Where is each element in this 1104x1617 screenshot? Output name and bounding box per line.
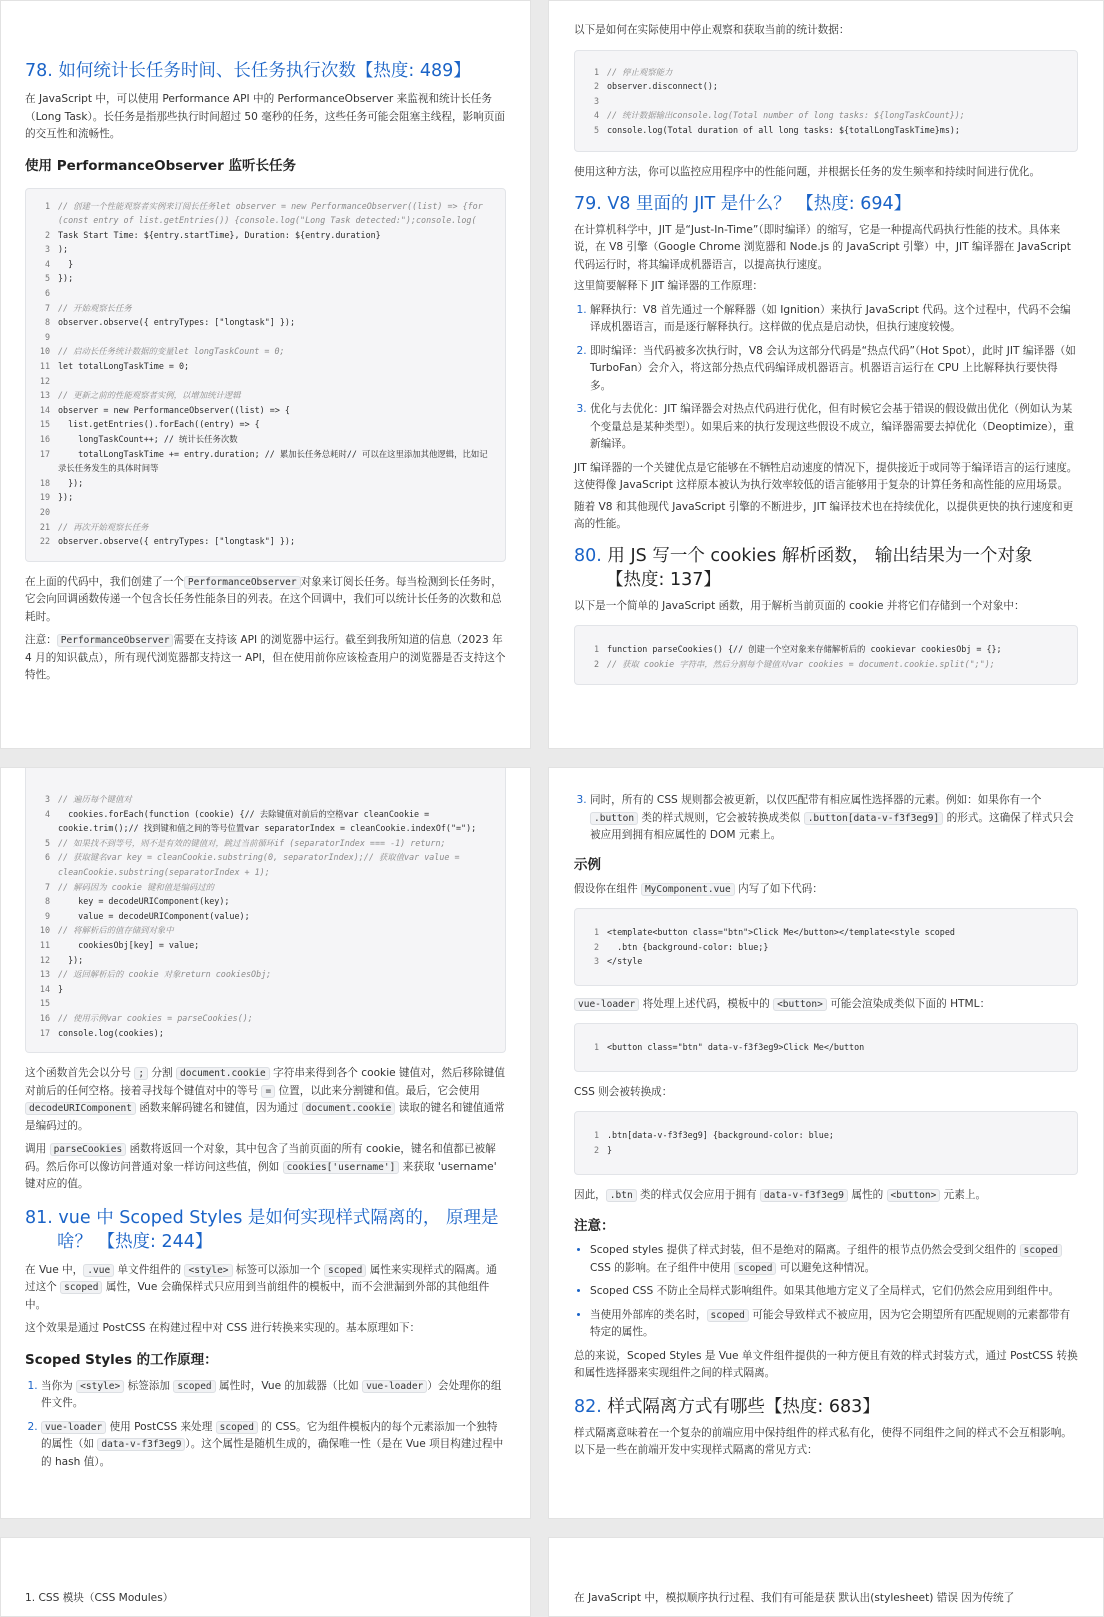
- code-line: 4 // 统计数据输出console.log(Total number of long tasks: ${longTaskCount});: [593, 110, 965, 121]
- paragraph-81-2: 这个效果是通过 PostCSS 在构建过程中对 CSS 进行转换来实现的。基本原理如下：: [25, 1322, 421, 1335]
- code-line: 2 }: [593, 1144, 613, 1155]
- code-block-78: [25, 188, 506, 562]
- code-line: 14 observer = new PerformanceObserver((list) => {: [39, 404, 290, 415]
- code-line: 10 // 将解析后的值存储到对象中: [39, 925, 174, 936]
- code-line: 2 Task Start Time: ${entry.startTime}, Duration: ${entry.duration}: [44, 229, 381, 240]
- note-2: • Scoped CSS 不防止全局样式影响组件。如果其他地方定义了全局样式，它们仍然会应用到组件中。: [590, 1283, 1078, 1301]
- paragraph-79-2: 这里简要解释下 JIT 编译器的工作原理：: [574, 280, 763, 293]
- page-5-left-text: 1. CSS 模块（CSS Modules）: [25, 1592, 174, 1604]
- jit-step-2: 2. 即时编译：当代码被多次执行时，V8 会认为这部分代码是“热点代码”（Hot Spot），此时 JIT 编译器（如 TurboFan）会介入，将这部分热点代码编译成机器语言。机器语言运行在 CPU 上比解释执行要快得多。: [590, 343, 1078, 396]
- paragraph-81-1: 在 Vue 中， .vue 单文件组件的 <style> 标签可以添加一个 scoped 属性来实现样式的隔离。通过这个 scoped 属性，Vue 会确保样式只应用到当前组件的模板中，而不会泄漏到外部的其他组件中。: [25, 1263, 497, 1311]
- subheading-78: 使用 PerformanceObserver 监听长任务: [25, 157, 296, 174]
- code-line: 10 // 启动长任务统计数据的变量let longTaskCount = 0;: [39, 346, 285, 357]
- code-line: 14 }: [39, 983, 64, 994]
- code-block-80-cont: [25, 768, 506, 1053]
- code-line: 7 // 解码因为 cookie 键和值是编码过的: [44, 881, 214, 892]
- paragraph-78-2: 注意： PerformanceObserver 需要在支持该 API 的浏览器中运行。截至到我所知道的信息（2023 年 4 月的知识截点），所有现代浏览器都支持这一 API，但在使用前你应该检查用户的浏览器是否支持这个特性。: [25, 634, 506, 682]
- subheading-81: Scoped Styles 的工作原理：: [25, 1351, 218, 1368]
- subheading-note: 注意：: [574, 1218, 615, 1235]
- code-line: 18 });: [39, 477, 84, 488]
- code-line: 4 }: [44, 258, 74, 269]
- code-line: 9 value = decodeURIComponent(value);: [44, 910, 250, 921]
- heading-79: 79. V8 里面的 JIT 是什么？ 【热度: 694】: [574, 193, 912, 214]
- scoped-step-1: 1. 当你为 <style> 标签添加 scoped 属性时，Vue 的加载器（比如 vue-loader ）会处理你的组件文件。: [41, 1378, 506, 1413]
- page-5-right-text: 在 JavaScript 中，模拟顺序执行过程、我们有可能是获 默认出(stylesheet) 错误 因为传统了: [574, 1592, 1015, 1604]
- code-line: 21 // 再次开始观察长任务: [39, 521, 149, 532]
- code-line: 6 // 获取键名var key = cleanCookie.substring(0, separatorIndex);// 获取值var value = cleanCookie.substring(separatorIndex + 1);: [44, 852, 465, 877]
- code-line: 8 key = decodeURIComponent(key);: [44, 896, 230, 907]
- code-line: 3 </style: [593, 956, 643, 967]
- code-line: 8 observer.observe({ entryTypes: ["longtask"] });: [44, 317, 295, 328]
- code-block-80-start: [574, 625, 1078, 684]
- paragraph-79-4: 随着 V8 和其他现代 JavaScript 引擎的不断进步，JIT 编译技术也在持续优化，以提供更快的执行速度和更高的性能。: [574, 500, 1074, 531]
- paragraph-80-1: 这个函数首先会以分号 ; 分割 document.cookie 字符串来得到各个 cookie 键值对，然后移除键值对前后的任何空格。接着寻找每个键值对中的等号 = 位置，以此来分割键和值。最后，它会使用 decodeURIComponent 函数来解码键名和键值，因为通过 document.cookie 读取的键名和键值通常是编码过的。: [25, 1067, 505, 1132]
- code-line: 19 });: [39, 492, 74, 503]
- notes-list: [574, 1242, 1078, 1342]
- note-3: • 当使用外部库的类名时， scoped 可能会导致样式不被应用，因为它会期望所有匹配规则的元素都带有特定的属性。: [590, 1307, 1078, 1342]
- after-stop: 使用这种方法，你可以监控应用程序中的性能问题，并根据长任务的发生频率和持续时间进行优化。: [574, 166, 1041, 179]
- code-line: 1 <template<button class="btn">Click Me</button></template<style scoped: [593, 927, 955, 937]
- page-1: [0, 0, 531, 749]
- code-line: 22 observer.observe({ entryTypes: ["longtask"] });: [39, 536, 295, 547]
- code-block-css: [574, 1111, 1078, 1174]
- code-line: 12 });: [39, 954, 84, 965]
- code-line: 2 .btn {background-color: blue;}: [593, 941, 769, 952]
- heading-81: 81. vue 中 Scoped Styles 是如何实现样式隔离的， 原理是 啥？ 【热度: 244】: [25, 1207, 499, 1252]
- subheading-example: 示例: [574, 856, 601, 873]
- code-line: 11 let totalLongTaskTime = 0;: [39, 361, 190, 372]
- code-line: 1 .btn[data-v-f3f3eg9] {background-color: blue;: [593, 1130, 834, 1141]
- code-line: 1 function parseCookies() {// 创建一个空对象来存储解析后的 cookievar cookiesObj = {};: [593, 644, 1002, 655]
- code-line: 15: [39, 998, 50, 1009]
- code-line: 17 console.log(cookies);: [39, 1027, 164, 1038]
- heading-80: 80. 用 JS 写一个 cookies 解析函数， 输出结果为一个对象 【热度: 137】: [574, 545, 1033, 590]
- jit-step-1: 1. 解释执行：V8 首先通过一个解释器（如 Ignition）来执行 JavaScript 代码。这个过程中，代码不会编译成机器语言，而是逐行解释执行。这样做的优点是启动快，但执行速度较慢。: [590, 302, 1078, 337]
- paragraph-79-3: JIT 编译器的一个关键优点是它能够在不牺牲启动速度的情况下，提供接近于或同等于编译语言的运行速度。这使得像 JavaScript 这样原本被认为执行效率较低的语言能够用于复杂的计算任务和高性能的应用场景。: [574, 461, 1078, 492]
- code-line: 5 });: [44, 273, 74, 284]
- code-line: 17 totalLongTaskTime += entry.duration; // 累加长任务总耗时// 可以在这里添加其他逻辑，比如记录长任务发生的具体时间等: [39, 448, 488, 474]
- code-line: 4 cookies.forEach(function (cookie) {// 去除键值对前后的空格var cleanCookie = cookie.trim();// 找到键和值之间的等号位置var separatorIndex = cleanCookie.indexOf("=");: [44, 808, 477, 834]
- code-line: 3: [593, 95, 599, 106]
- jit-step-3: 3. 优化与去优化：JIT 编译器会对热点代码进行优化，但有时候它会基于错误的假设做出优化（例如认为某个变量总是某种类型）。如果后来的执行发现这些假设不成立，编译器需要去掉优化（Deoptimize），重新编译。: [590, 401, 1078, 454]
- intro-78: 在 JavaScript 中，可以使用 Performance API 中的 PerformanceObserver 来监视和统计长任务（Long Task）。长任务是指那些执行时间超过 50 毫秒的任务，这些任务可能会阻塞主线程，影响页面的交互性和流畅性。: [25, 93, 505, 140]
- code-line: 5 // 如果找不到等号，则不是有效的键值对，跳过当前循环if (separatorIndex === -1) return;: [44, 837, 446, 848]
- heading-82: 82. 样式隔离方式有哪些【热度: 683】: [574, 1396, 880, 1417]
- lead-stop: 以下是如何在实际使用中停止观察和获取当前的统计数据：: [574, 24, 850, 36]
- code-line: 6: [44, 288, 50, 299]
- paragraph-78-1: 在上面的代码中，我们创建了一个 PerformanceObserver 对象来订阅长任务。每当检测到长任务时，它会向回调函数传递一个包含长任务性能条目的列表。在这个回调中，我们可以统计长任务的次数和总耗时。: [25, 575, 502, 623]
- code-line: 12: [39, 375, 50, 386]
- code-line: 20: [39, 506, 50, 517]
- after-css: 因此， .btn 类的样式仅会应用于拥有 data-v-f3f3eg9 属性的 <button> 元素上。: [574, 1188, 987, 1201]
- example-lead: 假设你在组件 MyComponent.vue 内写了如下代码：: [574, 882, 823, 895]
- code-line: 16 longTaskCount++; // 统计长任务次数: [39, 434, 238, 444]
- note-1: • Scoped styles 提供了样式封装，但不是绝对的隔离。子组件的根节点仍然会受到父组件的 scoped CSS 的影响。在子组件中使用 scoped 可以避免这种情况。: [590, 1242, 1078, 1277]
- page-5-right: [548, 1537, 1104, 1617]
- code-line: 3 // 遍历每个键值对: [44, 794, 132, 804]
- scoped-step-2: 2. vue-loader 使用 PostCSS 来处理 scoped 的 CSS。它为组件模板内的每个元素添加一个独特的属性（如 data-v-f3f3eg9 ）。这个属性是随机生成的，确保唯一性（是在 Vue 项目构建过程中的 hash 值）。: [41, 1419, 506, 1472]
- code-block-stop: [574, 50, 1078, 153]
- scoped-steps-cont: [574, 792, 1078, 845]
- after-template: vue-loader 将处理上述代码，模板中的 <button> 可能会渲染成类似下面的 HTML：: [574, 996, 1078, 1014]
- summary-81: 总的来说，Scoped Styles 是 Vue 单文件组件提供的一种方便且有效的样式封装方式，通过 PostCSS 转换和属性选择器来实现组件之间的样式隔离。: [574, 1349, 1078, 1380]
- page-4: [548, 767, 1104, 1519]
- code-block-html: [574, 1023, 1078, 1072]
- code-line: 1 // 创建一个性能观察者实例来订阅长任务let observer = new PerformanceObserver((list) => {for (const entry of list.getEntries()) {console.log("Long Task detected:");console.log(: [44, 200, 488, 226]
- paragraph-79-1: 在计算机科学中，JIT 是“Just-In-Time”（即时编译）的缩写，它是一种提高代码执行性能的技术。具体来说，在 V8 引擎（Google Chrome 浏览器和 Node.js 的 JavaScript 引擎）中，JIT 编译器在 JavaScript 代码运行时，将其编译成机器语言，以提高执行速度。: [574, 223, 1071, 271]
- code-line: 5 console.log(Total duration of all long tasks: ${totalLongTaskTime}ms);: [593, 124, 960, 135]
- paragraph-80-2: 调用 parseCookies 函数将返回一个对象，其中包含了当前页面的所有 cookie，键名和值都已被解码。然后你可以像访问普通对象一样访问这些值，例如 cookies['username'] 来获取 'username' 键对应的值。: [25, 1143, 497, 1191]
- scoped-steps: [25, 1378, 506, 1472]
- code-block-template: [574, 908, 1078, 986]
- scoped-step-3: 3. 同时，所有的 CSS 规则都会被更新，以仅匹配带有相应属性选择器的元素。例如：如果你有一个 .button 类的样式规则，它会被转换成类似 .button[data-v-f3f3eg9] 的形式。这确保了样式只会被应用到拥有相应属性的 DOM 元素上。: [590, 792, 1078, 845]
- code-line: 15 list.getEntries().forEach((entry) => {: [39, 419, 260, 430]
- paragraph-80: 以下是一个简单的 JavaScript 函数，用于解析当前页面的 cookie 并将它们存储到一个对象中：: [574, 599, 1025, 612]
- code-line: 11 cookiesObj[key] = value;: [39, 939, 200, 950]
- code-line: 1 // 停止观察能力: [593, 66, 673, 77]
- paragraph-82: 样式隔离意味着在一个复杂的前端应用中保持组件的样式私有化，使得不同组件之间的样式不会互相影响。以下是一些在前端开发中实现样式隔离的常见方式：: [574, 1426, 1072, 1457]
- page-5-left: [0, 1537, 531, 1617]
- page-3: [0, 767, 531, 1519]
- code-line: 16 // 使用示例var cookies = parseCookies();: [39, 1012, 253, 1023]
- code-line: 13 // 返回解析后的 cookie 对象return cookiesObj;: [39, 969, 272, 980]
- code-line: 9: [44, 331, 50, 342]
- code-line: 3 );: [44, 244, 69, 255]
- code-line: 1 <button class="btn" data-v-f3f3eg9>Click Me</button: [593, 1042, 865, 1053]
- code-line: 2 observer.disconnect();: [593, 81, 718, 92]
- page-2: [548, 0, 1104, 749]
- css-lead: CSS 则会被转换成：: [574, 1085, 673, 1098]
- code-line: 7 // 开始观察长任务: [44, 302, 132, 313]
- heading-78: 78. 如何统计长任务时间、长任务执行次数【热度: 489】: [25, 61, 471, 81]
- jit-steps: [574, 302, 1078, 454]
- code-line: 2 // 获取 cookie 字符串，然后分割每个键值对var cookies = document.cookie.split(";");: [593, 659, 995, 670]
- code-line: 13 // 更新之前的性能观察者实例，以增加统计逻辑: [39, 390, 241, 401]
